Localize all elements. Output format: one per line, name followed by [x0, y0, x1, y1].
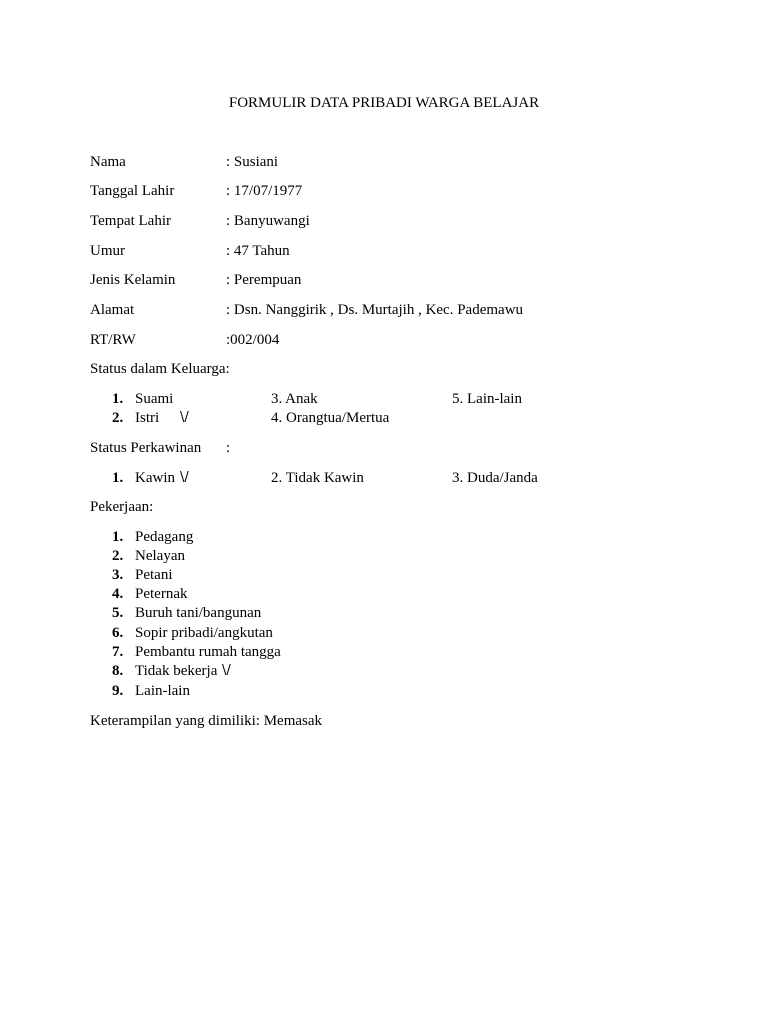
- pekerjaan-option: Sopir pribadi/angkutan: [135, 625, 273, 641]
- status-keluarga-heading: Status dalam Keluarga:: [90, 361, 230, 377]
- pekerjaan-number: 9.: [112, 683, 124, 699]
- status-keluarga-option-istri: Istri: [135, 410, 160, 426]
- status-perkawinan-colon: :: [226, 440, 231, 456]
- pekerjaan-option: Pedagang: [135, 529, 194, 545]
- pekerjaan-number: 5.: [112, 605, 124, 621]
- status-keluarga-option-orangtua: 4. Orangtua/Mertua: [271, 410, 390, 426]
- field-label-rt-rw: RT/RW: [90, 332, 136, 348]
- field-value-alamat: : Dsn. Nanggirik , Ds. Murtajih , Kec. Pademawu: [226, 302, 524, 318]
- pekerjaan-option: Peternak: [135, 586, 188, 602]
- status-perkawinan-option-duda-janda: 3. Duda/Janda: [452, 470, 538, 486]
- field-value-tempat-lahir: : Banyuwangi: [226, 213, 310, 229]
- status-perkawinan-heading: Status Perkawinan: [90, 440, 202, 456]
- pekerjaan-heading: Pekerjaan:: [90, 499, 154, 515]
- pekerjaan-option: Pembantu rumah tangga: [135, 644, 281, 660]
- status-perkawinan-option-tidak-kawin: 2. Tidak Kawin: [271, 470, 364, 486]
- check-mark-icon: \/: [222, 663, 231, 678]
- pekerjaan-number: 4.: [112, 586, 124, 602]
- status-keluarga-option-lain-lain: 5. Lain-lain: [452, 391, 522, 407]
- status-perkawinan-option-kawin: Kawin: [135, 470, 175, 486]
- status-keluarga-number: 1.: [112, 391, 124, 407]
- pekerjaan-option: Nelayan: [135, 548, 185, 564]
- field-label-umur: Umur: [90, 243, 125, 259]
- pekerjaan-number: 8.: [112, 663, 124, 679]
- status-perkawinan-number: 1.: [112, 470, 124, 486]
- field-value-rt-rw: :002/004: [226, 332, 280, 348]
- pekerjaan-number: 2.: [112, 548, 124, 564]
- status-keluarga-option-anak: 3. Anak: [271, 391, 318, 407]
- field-value-tanggal-lahir: : 17/07/1977: [226, 183, 303, 199]
- status-keluarga-option-suami: Suami: [135, 391, 174, 407]
- field-value-umur: : 47 Tahun: [226, 243, 290, 259]
- field-label-jenis-kelamin: Jenis Kelamin: [90, 272, 176, 288]
- pekerjaan-option: Petani: [135, 567, 173, 583]
- status-keluarga-number: 2.: [112, 410, 124, 426]
- pekerjaan-number: 7.: [112, 644, 124, 660]
- pekerjaan-option: Tidak bekerja: [135, 663, 218, 679]
- pekerjaan-option: Lain-lain: [135, 683, 190, 699]
- field-label-tempat-lahir: Tempat Lahir: [90, 213, 171, 229]
- pekerjaan-option: Buruh tani/bangunan: [135, 605, 262, 621]
- check-mark-icon: \/: [180, 410, 189, 425]
- pekerjaan-number: 3.: [112, 567, 124, 583]
- field-label-alamat: Alamat: [90, 302, 135, 318]
- field-label-nama: Nama: [90, 154, 126, 170]
- pekerjaan-number: 1.: [112, 529, 124, 545]
- keterampilan-line: Keterampilan yang dimiliki: Memasak: [90, 713, 323, 729]
- field-value-nama: : Susiani: [226, 154, 279, 170]
- pekerjaan-number: 6.: [112, 625, 124, 641]
- check-mark-icon: \/: [180, 470, 189, 485]
- field-label-tanggal-lahir: Tanggal Lahir: [90, 183, 175, 199]
- field-value-jenis-kelamin: : Perempuan: [226, 272, 302, 288]
- form-title: FORMULIR DATA PRIBADI WARGA BELAJAR: [228, 95, 540, 111]
